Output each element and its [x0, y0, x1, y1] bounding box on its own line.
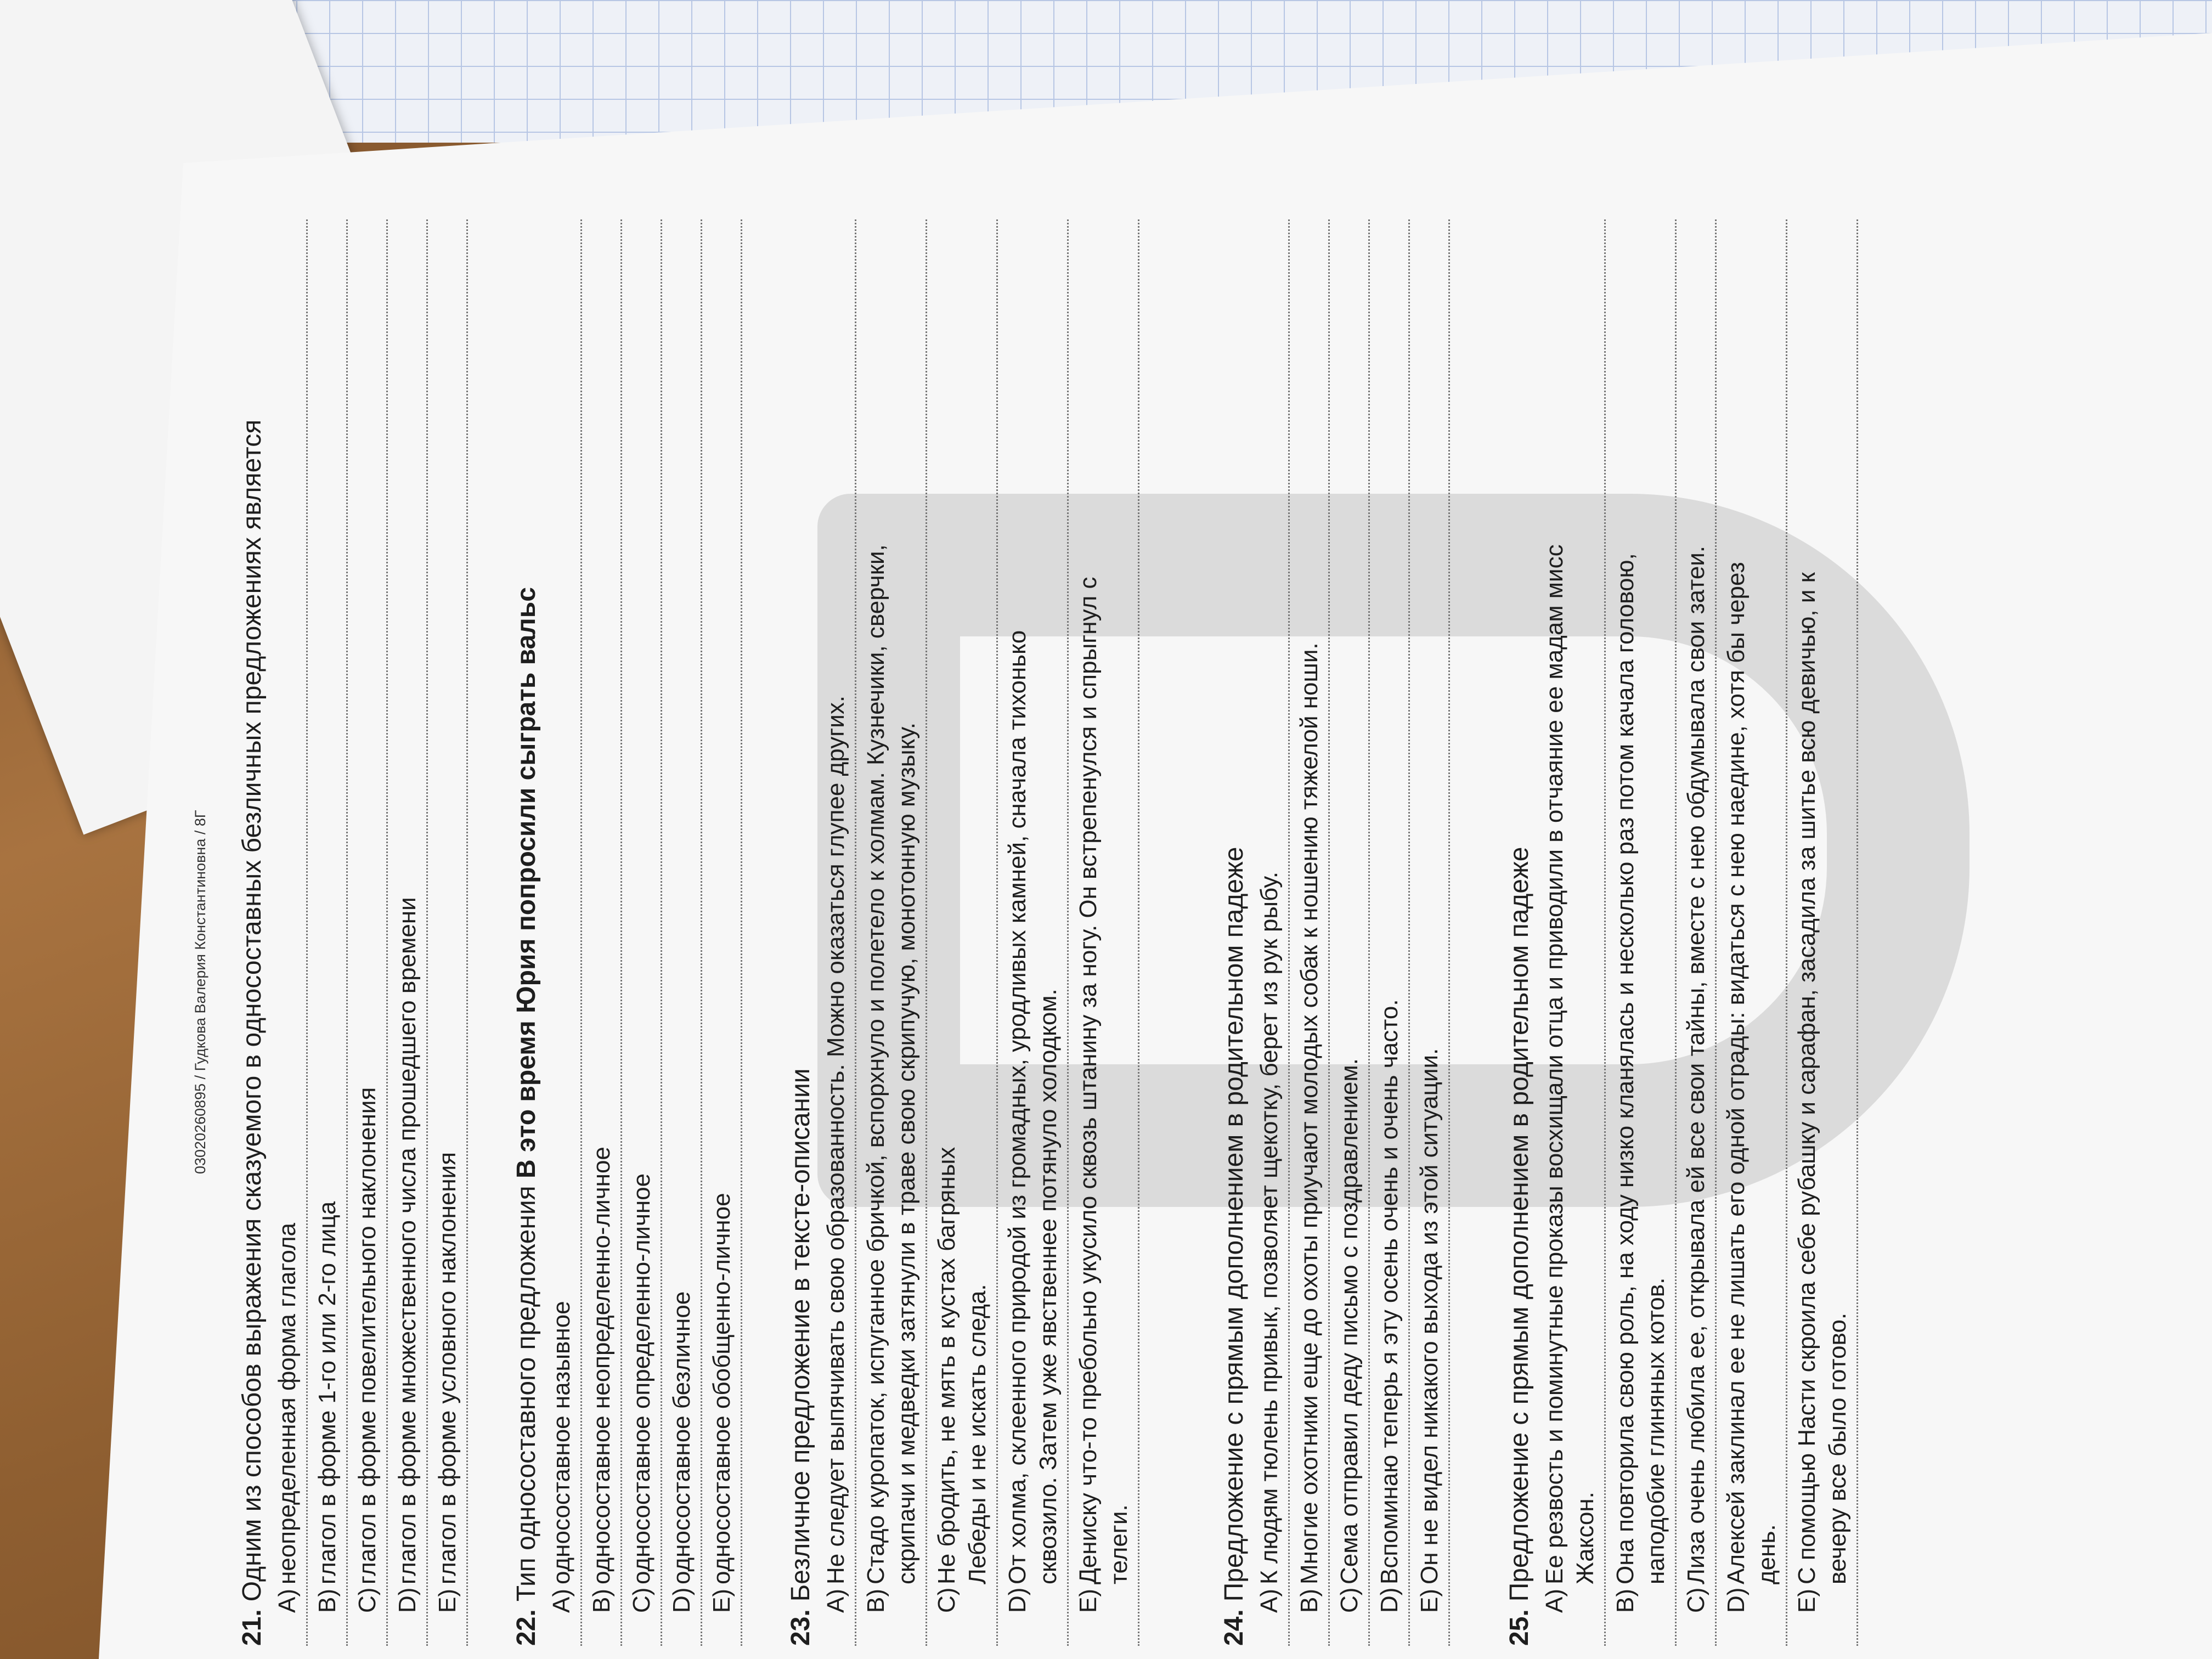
- option-text: Дениску что-то пребольно укусило сквозь штанину за ногу. Он встрепенулся и спрыгнул с: [1075, 577, 1102, 1584]
- option-text: односоставное определенно-личное: [628, 1173, 655, 1584]
- question-number: 22.: [512, 1609, 541, 1646]
- option-e[interactable]: [1792, 219, 1858, 1646]
- option-text: глагол в форме 1-го или 2-го лица: [314, 1201, 341, 1584]
- option-a[interactable]: [821, 219, 856, 1646]
- option-letter: B): [1296, 1589, 1323, 1613]
- option-text: односоставное обобщенно-личное: [708, 1193, 735, 1584]
- option-text: глагол в форме условного наклонения: [434, 1152, 461, 1584]
- option-letter: E): [1075, 1589, 1102, 1613]
- option-text: Алексей заклинал ее не лишать его одной отрады: видаться с нею наедине, хотя бы через: [1723, 562, 1750, 1584]
- option-letter: C): [354, 1587, 381, 1613]
- option-text: Стадо куропаток, испуганное бричкой, вспорхнуло и полетело к холмам. Кузнечики, сверчки,: [862, 544, 889, 1584]
- option-text: Он не видел никакого выхода из этой ситуации.: [1416, 1048, 1443, 1584]
- option-text: глагол в форме повелительного наклонения: [354, 1087, 381, 1584]
- option-c[interactable]: [352, 219, 388, 1646]
- option-a[interactable]: [546, 219, 582, 1646]
- question-text: Тип односоставного предложения: [512, 1186, 541, 1602]
- option-letter: C): [933, 1587, 960, 1613]
- option-b[interactable]: [1294, 219, 1330, 1646]
- option-c[interactable]: [932, 219, 998, 1646]
- option-d[interactable]: [1374, 219, 1410, 1646]
- option-text: Лиза очень любила ее, открывала ей все свои тайны, вместе с нею обдумывала свои затеи.: [1683, 545, 1709, 1584]
- option-text: неопределенная форма глагола: [274, 1222, 301, 1584]
- option-b[interactable]: [312, 219, 348, 1646]
- question-text: Предложение с прямым дополнением в родительном падеже: [1505, 847, 1534, 1602]
- question-text: Предложение с прямым дополнением в родительном падеже: [1220, 847, 1249, 1602]
- option-text: односоставное назывное: [548, 1301, 575, 1584]
- question-number: 24.: [1220, 1609, 1249, 1646]
- option-c[interactable]: [1334, 219, 1370, 1646]
- option-text: Вспоминаю теперь я эту осень очень и очень часто.: [1376, 999, 1403, 1584]
- option-text: Ее резвость и поминутные проказы восхищали отца и приводили в отчаяние ее мадам мисс: [1541, 544, 1568, 1584]
- question-bold-sentence: В это время Юрия попросили сыграть вальс: [512, 587, 541, 1178]
- question-22: [510, 219, 747, 1646]
- option-d[interactable]: [667, 219, 702, 1646]
- option-letter: A): [1541, 1589, 1568, 1613]
- option-letter: C): [1336, 1587, 1363, 1613]
- option-a[interactable]: [1539, 219, 1606, 1646]
- option-letter: A): [822, 1589, 849, 1613]
- question-header: [236, 219, 269, 1646]
- option-letter: A): [274, 1589, 301, 1613]
- option-letter: B): [588, 1589, 615, 1613]
- question-23: [785, 219, 1144, 1646]
- option-letter: A): [548, 1589, 575, 1613]
- option-letter: D): [1723, 1587, 1750, 1613]
- option-text: С помощью Насти скроила себе рубашку и сарафан, засадила за шитье всю девичью, и к: [1793, 572, 1820, 1584]
- question-24: [1218, 219, 1454, 1646]
- question-header: [1218, 219, 1251, 1646]
- option-text: односоставное неопределенно-личное: [588, 1147, 615, 1584]
- option-d[interactable]: [392, 219, 428, 1646]
- option-a[interactable]: [272, 219, 308, 1646]
- option-a[interactable]: [1254, 219, 1290, 1646]
- option-letter: D): [1004, 1587, 1031, 1613]
- option-letter: D): [1376, 1587, 1403, 1613]
- option-text: Сема отправил деду письмо с поздравлением.: [1336, 1058, 1363, 1584]
- question-text: Безличное предложение в тексте-описании: [786, 1068, 815, 1602]
- option-letter: B): [1612, 1589, 1639, 1613]
- option-letter: C): [1683, 1587, 1709, 1613]
- question-text: Одним из способов выражения сказуемого в односоставных безличных предложениях является: [238, 419, 267, 1602]
- option-text-continued: Лебеды и не искать следа.: [964, 1284, 991, 1584]
- option-e[interactable]: [1414, 219, 1450, 1646]
- option-c[interactable]: [1681, 219, 1717, 1646]
- option-text: односоставное безличное: [668, 1291, 695, 1584]
- student-id-header: 03020260895 / Гудкова Валерия Константиновна / 8Г: [192, 810, 208, 1174]
- option-d[interactable]: [1002, 219, 1069, 1646]
- option-letter: E): [708, 1589, 735, 1613]
- question-header: [1503, 219, 1536, 1646]
- option-text-continued: вечеру все было готово.: [1824, 1312, 1851, 1584]
- option-b[interactable]: [1610, 219, 1677, 1646]
- option-b[interactable]: [586, 219, 622, 1646]
- option-text-continued: наподобие глиняных котов.: [1643, 1277, 1669, 1584]
- option-text: глагол в форме множественного числа прошедшего времени: [394, 897, 421, 1584]
- option-e[interactable]: [432, 219, 468, 1646]
- question-header: [510, 219, 543, 1646]
- option-text: От холма, склеенного природой из громадных, уродливых камней, сначала тихонько: [1004, 630, 1031, 1584]
- option-text: Не бродить, не мять в кустах багряных: [933, 1147, 960, 1584]
- option-letter: E): [1793, 1589, 1820, 1613]
- option-b[interactable]: [861, 219, 927, 1646]
- option-text: К людям тюлень привык, позволяет щекотку, берет из рук рыбу.: [1256, 871, 1283, 1584]
- option-letter: D): [668, 1587, 695, 1613]
- option-text: Она повторила свою роль, на ходу низко кланялась и несколько раз потом качала головою,: [1612, 553, 1639, 1584]
- question-25: [1503, 219, 1863, 1646]
- option-letter: D): [394, 1587, 421, 1613]
- option-text: Не следует выпячивать свою образованность. Можно оказаться глупее других.: [822, 695, 849, 1584]
- option-d[interactable]: [1721, 219, 1787, 1646]
- question-number: 25.: [1505, 1609, 1534, 1646]
- option-text-continued: скрипачи и медведки затянули в траве свою скрипучую, монотонную музыку.: [893, 722, 920, 1584]
- option-letter: E): [1416, 1589, 1443, 1613]
- option-letter: C): [628, 1587, 655, 1613]
- option-text-continued: Жаксон.: [1572, 1492, 1599, 1584]
- option-text-continued: телеги.: [1105, 1504, 1132, 1584]
- page-content: [187, 154, 2162, 1646]
- option-letter: E): [434, 1589, 461, 1613]
- question-21: [236, 219, 472, 1646]
- question-number: 21.: [238, 1609, 267, 1646]
- option-text-continued: сквозило. Затем уже явственнее потянуло холодком.: [1035, 989, 1062, 1584]
- option-e[interactable]: [707, 219, 742, 1646]
- option-letter: B): [862, 1589, 889, 1613]
- option-e[interactable]: [1073, 219, 1139, 1646]
- question-number: 23.: [786, 1609, 815, 1646]
- option-text: Многие охотники еще до охоты приучают молодых собак к ношению тяжелой ноши.: [1296, 642, 1323, 1584]
- question-header: [785, 219, 817, 1646]
- option-letter: A): [1256, 1589, 1283, 1613]
- option-letter: B): [314, 1589, 341, 1613]
- option-text-continued: день.: [1753, 1524, 1780, 1584]
- option-c[interactable]: [627, 219, 662, 1646]
